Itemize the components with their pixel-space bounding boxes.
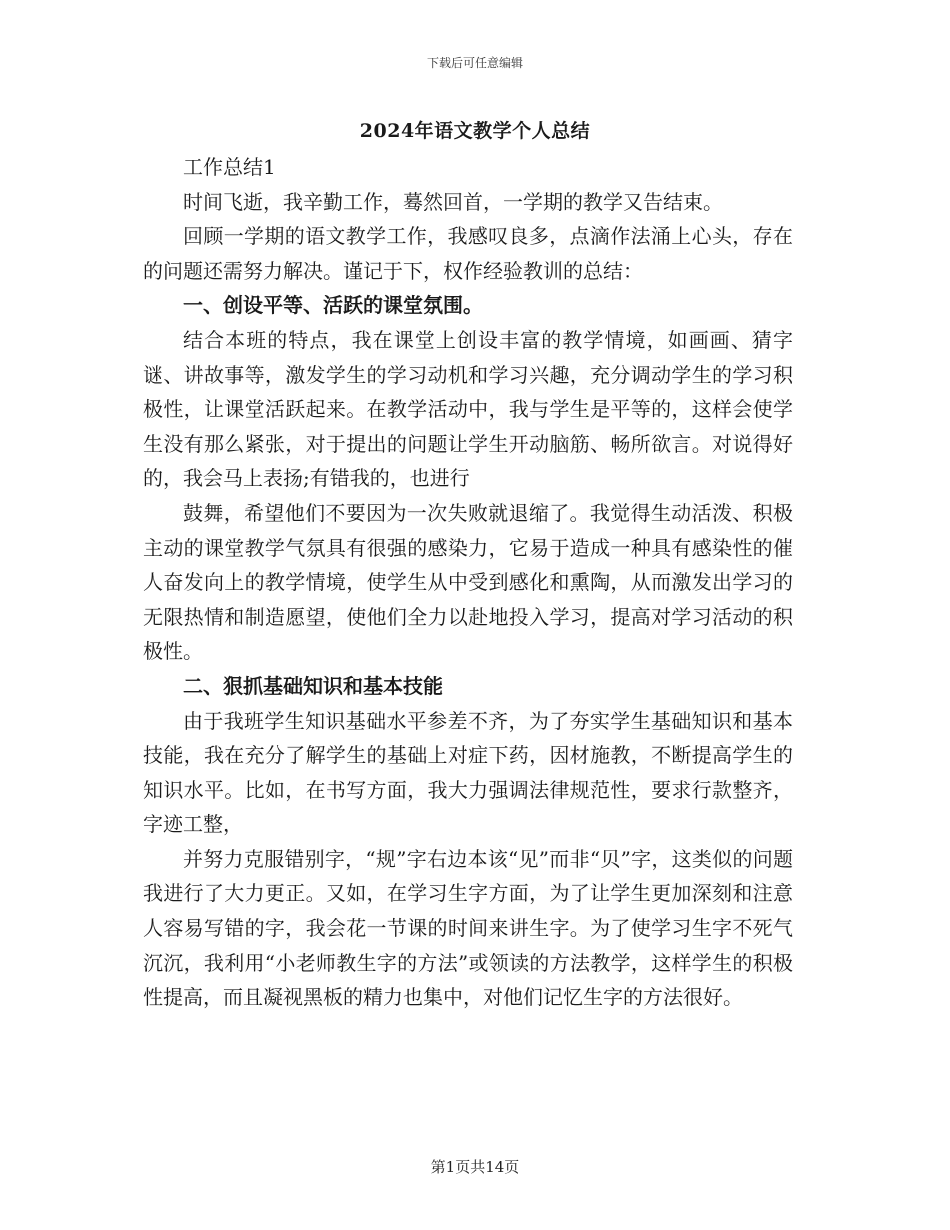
- section-heading: 二、狠抓基础知识和基本技能: [183, 673, 443, 698]
- header-note: 下载后可任意编辑: [426, 56, 523, 70]
- page-footer: 第1页共14页: [430, 1158, 520, 1176]
- paragraph: 结合本班的特点，我在课堂上创设丰富的教学情境，如画画、猜字谜、讲故事等，激发学生的学习动机和学习兴趣，充分调动学生的学习积极性，让课堂活跃起来。在教学活动中，我与学生是平等的，这样会使学生没有那么紧张，对于提出的问题让学生开动脑筋、畅所欲言。对说得好的，我会马上表扬;有错我的，也进行: [143, 327, 793, 491]
- paragraph: 回顾一学期的语文教学工作，我感叹良多，点滴作法涌上心头，存在的问题还需努力解决。谨记于下，权作经验教训的总结：: [143, 224, 793, 283]
- document-body: [143, 150, 793, 1015]
- paragraph: 工作总结1: [183, 155, 276, 179]
- paragraph: 时间飞逝，我辛勤工作，蓦然回首，一学期的教学又告结束。: [183, 189, 723, 214]
- paragraph: 由于我班学生知识基础水平参差不齐，为了夯实学生基础知识和基本技能，我在充分了解学生的基础上对症下药，因材施教，不断提高学生的知识水平。比如，在书写方面，我大力强调法律规范性，要求行款整齐，字迹工整，: [143, 708, 793, 837]
- document-title: 2024年语文教学个人总结: [359, 120, 591, 142]
- section-heading: 一、创设平等、活跃的课堂氛围。: [183, 293, 483, 318]
- paragraph: 鼓舞，希望他们不要因为一次失败就退缩了。我觉得生动活泼、积极主动的课堂教学气氛具有很强的感染力，它易于造成一种具有感染性的催人奋发向上的教学情境，使学生从中受到感化和熏陶，从而激发出学习的无限热情和制造愿望，使他们全力以赴地投入学习，提高对学习活动的积极性。: [143, 500, 793, 664]
- paragraph: 并努力克服错别字，“规”字右边本该“见”而非“贝”字，这类似的问题我进行了大力更正。又如，在学习生字方面，为了让学生更加深刻和注意人容易写错的字，我会花一节课的时间来讲生字。为了使学习生字不死气沉沉，我利用“小老师教生字的方法”或领读的方法教学，这样学生的积极性提高，而且凝视黑板的精力也集中，对他们记忆生字的方法很好。: [143, 846, 793, 1010]
